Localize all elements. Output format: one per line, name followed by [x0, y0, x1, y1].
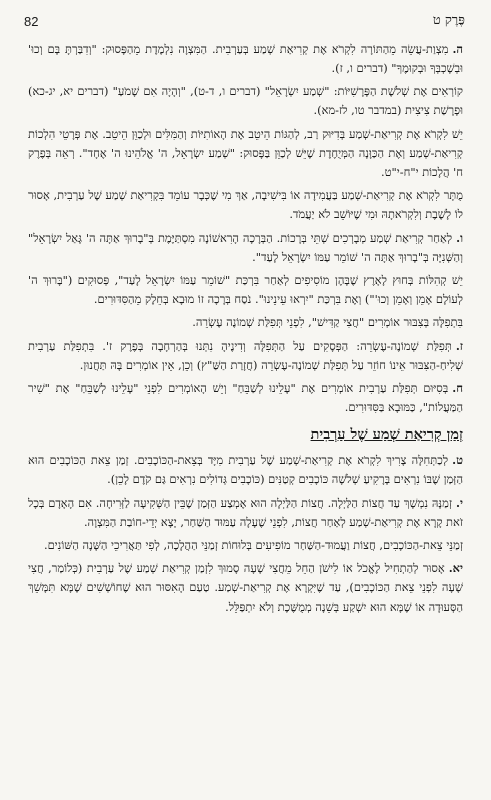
section-letter: ט. [452, 453, 463, 468]
paragraph [28, 186, 463, 224]
paragraph-text: קוֹרְאִים אֶת שְׁלֹשֶׁת הַפָּרָשִׁיּוֹת: "שְׁמַע יִשְׂרָאֵל" (דברים ו, ד-ט), "וְהָיָה אִם שָׁמֹעַ" (דברים יא, יג-כא) וּפָרָשַׁת צִיצִית (במדבר טו, לז-מא). [28, 84, 463, 118]
paragraph [28, 82, 463, 120]
paragraph-text: זְמַנָּהּ נִמְשָׁךְ עַד חֲצוֹת הַלַּיְלָה. חֲצוֹת הַלַּיְלָה הוּא אֶמְצַע הַזְּמַן שֶׁבֵּין הַשְּׁקִיעָה לַזְּרִיחָה. אִם הָאָדָם בְּכָל זֹאת קָרָא אֶת קְרִיאַת-שְׁמַע לְאַחַר חֲצוֹת, לִפְנֵי שֶׁעָלָה עַמּוּד הַשַּׁחַר, יָצָא יְדֵי-חוֹבַת הַמִּצְוָה. [28, 495, 463, 529]
section-letter: ו. [456, 230, 463, 245]
paragraph-text: תְּפִלַּת שְׁמוֹנֶה-עֶשְׂרֵה: הַפְּסָקִים עַל הַתְּפִלָּה וְדִינֶיהָ נִתְּנוּ בְּהַרְחָבָה בְּפֶרֶק ז'. בִּתְפִלַּת עַרְבִית שְׁלִיחַ-הַצִּבּוּר אֵינוֹ חוֹזֵר עַל תְּפִלַּת שְׁמוֹנֶה-עֶשְׂרֵה (חֲזָרַת הַשַּׁ"ץ) וְכֵן, אֵין אוֹמְרִים בָּהּ תַּחֲנוּן. [28, 338, 463, 372]
page-number: 82 [24, 14, 39, 29]
paragraph [28, 451, 463, 489]
paragraph [28, 337, 463, 375]
paragraph-text: אָסוּר לְהַתְחִיל לֶאֱכֹל אוֹ לִישֹׁן הַחֵל מֵחֲצִי שָׁעָה סָמוּךְ לִזְמַן קְרִיאַת שְׁמַע שֶׁל עַרְבִית (כְּלוֹמַר, חֲצִי שָׁעָה לִפְנֵי צֵאת הַכּוֹכָבִים), עַד שֶׁיִּקְרָא אֶת קְרִיאַת-שְׁמַע. טַעַם הָאִסּוּר הוּא שֶׁחוֹשְׁשִׁים שֶׁמָּא תִּמָּשֵׁךְ הַסְּעוּדָה אוֹ שֶׁמָּא הוּא יִשְׁקַע בְּשֵׁנָה מְמֻשֶּׁכֶת וְלֹא יִתְפַּלֵּל. [28, 561, 463, 614]
paragraph [28, 40, 463, 78]
section-letter: ח. [452, 381, 463, 395]
paragraph [28, 229, 463, 267]
paragraph [28, 125, 463, 182]
page-content [28, 40, 463, 794]
section-letter: יא. [448, 561, 463, 576]
paragraph-group-2 [28, 451, 463, 616]
section-letter: ז. [455, 338, 463, 353]
paragraph-text: יֵשׁ לִקְרֹא אֶת קְרִיאַת-שְׁמַע בְּדִיּוּק רַב, לְהַגּוֹת הֵיטֵב אֶת הָאוֹתִיּוֹת וְהַמִּלִּים וּלְכַוֵּן הֵיטֵב. אֶת פְּרָטֵי הִלְכוֹת קְרִיאַת-שְׁמַע וְאֶת הַכַּוָּנָה הַמְּיֻחֶדֶת שֶׁיֵּשׁ לְכַוֵּן בַּפָּסוּק: "שְׁמַע יִשְׂרָאֵל, ה' אֱלֹהֵינוּ ה' אֶחָד". רְאֵה בְּפֶרֶק ח' הֲלָכוֹת י"ח-י"ט. [28, 126, 463, 179]
paragraph [28, 559, 463, 616]
paragraph-text: מִצְוַת-עֲשֵׂה מֵהַתּוֹרָה לִקְרֹא אֶת קְרִיאַת שְׁמַע בְּעַרְבִית. הַמִּצְוָה נִלְמֶדֶת מֵהַפָּסוּק: "וְדִבַּרְתָּ בָּם וְכוּ' וּבְשָׁכְבְּךָ וּבְקוּמֶךָ" (דברים ו, ז). [28, 42, 463, 76]
paragraph [28, 313, 463, 332]
section-letter: י. [456, 495, 463, 510]
paragraph [28, 536, 463, 555]
paragraph-text: מֻתָּר לִקְרֹא אֶת קְרִיאַת-שְׁמַע בַּעֲמִידָה אוֹ בִּישִׁיבָה, אַךְ מִי שֶׁכְּבָר עוֹמֵד בִּקְרִיאַת שְׁמַע שֶׁל עַרְבִית, אָסוּר לוֹ לָשֶׁבֶת וְלִקְרֹאתָהּ וּמִי שֶׁיּוֹשֵׁב לֹא יַעֲמֹד. [28, 188, 463, 222]
paragraph [28, 494, 463, 532]
paragraph-group-1 [28, 40, 463, 417]
paragraph [28, 379, 463, 417]
paragraph-text: לְאַחַר קְרִיאַת שְׁמַע מְבָרְכִים שְׁתֵּי בְּרָכוֹת. הַבְּרָכָה הָרִאשׁוֹנָה מִסְתַּיֶּמֶת בְּ"בָרוּךְ אַתָּה ה' גָּאַל יִשְׂרָאֵל" וְהַשְּׁנִיָּה בְּ"בָרוּךְ אַתָּה ה' שׁוֹמֵר עַמּוֹ יִשְׂרָאֵל לָעַד". [28, 230, 463, 264]
paragraph-text: בִּתְפִלָּה בְּצִבּוּר אוֹמְרִים "חֲצִי קַדִּישׁ", לִפְנֵי תְּפִלַּת שְׁמוֹנֶה עֶשְׂרֵה. [192, 315, 463, 330]
paragraph-text: זְמַנֵּי צֵאת-הַכּוֹכָבִים, חֲצוֹת וַעֲמוּד-הַשַּׁחַר מוֹפִיעִים בְּלוּחוֹת זְמַנֵּי הַהֲלָכָה, לְפִי תַּאֲרִיכֵי הַשָּׁנָה הַשּׁוֹנִים. [43, 538, 463, 553]
paragraph-text: לְכַתְּחִלָּה צָרִיךְ לִקְרֹא אֶת קְרִיאַת-שְׁמַע שֶׁל עַרְבִית מִיָּד בְּצֵאת-הַכּוֹכָבִים. זְמַן צֵאת הַכּוֹכָבִים הוּא הַזְּמַן שֶׁבּוֹ נִרְאִים בָּרָקִיעַ שְׁלֹשָׁה כּוֹכָבִים קְטַנִּים (כּוֹכָבִים גְּדוֹלִים נִרְאִים גַּם קֹדֶם לָכֵן). [28, 453, 463, 487]
section-letter: ה. [452, 42, 463, 56]
chapter-label: פֶּרֶק ט [432, 13, 465, 28]
paragraph-text: יֵשׁ קְהִלּוֹת בְּחוּץ לָאָרֶץ שֶׁבָּהֶן מוֹסִיפִים לְאַחַר בִּרְכַּת "שׁוֹמֵר עַמּוֹ יִשְׂרָאֵל לָעַד", פְּסוּקִים ("בָּרוּךְ ה' לְעוֹלָם אָמֵן וְאָמֵן וְכוּ'") וְאֶת בִּרְכַּת "יִרְאוּ עֵינֵינוּ". נֹסַח בְּרָכָה זוֹ מוּבָא בְּחֵלֶק מֵהַסִּדּוּרִים. [28, 272, 463, 307]
paragraph-text: בְּסִיּוּם תְּפִלַּת עַרְבִית אוֹמְרִים אֶת "עָלֵינוּ לְשַׁבֵּחַ" וְיֵשׁ הָאוֹמְרִים לִפְנֵי "עָלֵינוּ לְשַׁבֵּחַ" אֶת "שִׁיר הַמַּעֲלוֹת", כַּמּוּבָא בַּסִּדּוּרִים. [28, 381, 463, 415]
section-heading: זְמַן קְרִיאַת שְׁמַע שֶׁל עַרְבִית [310, 426, 463, 444]
paragraph [28, 271, 463, 309]
